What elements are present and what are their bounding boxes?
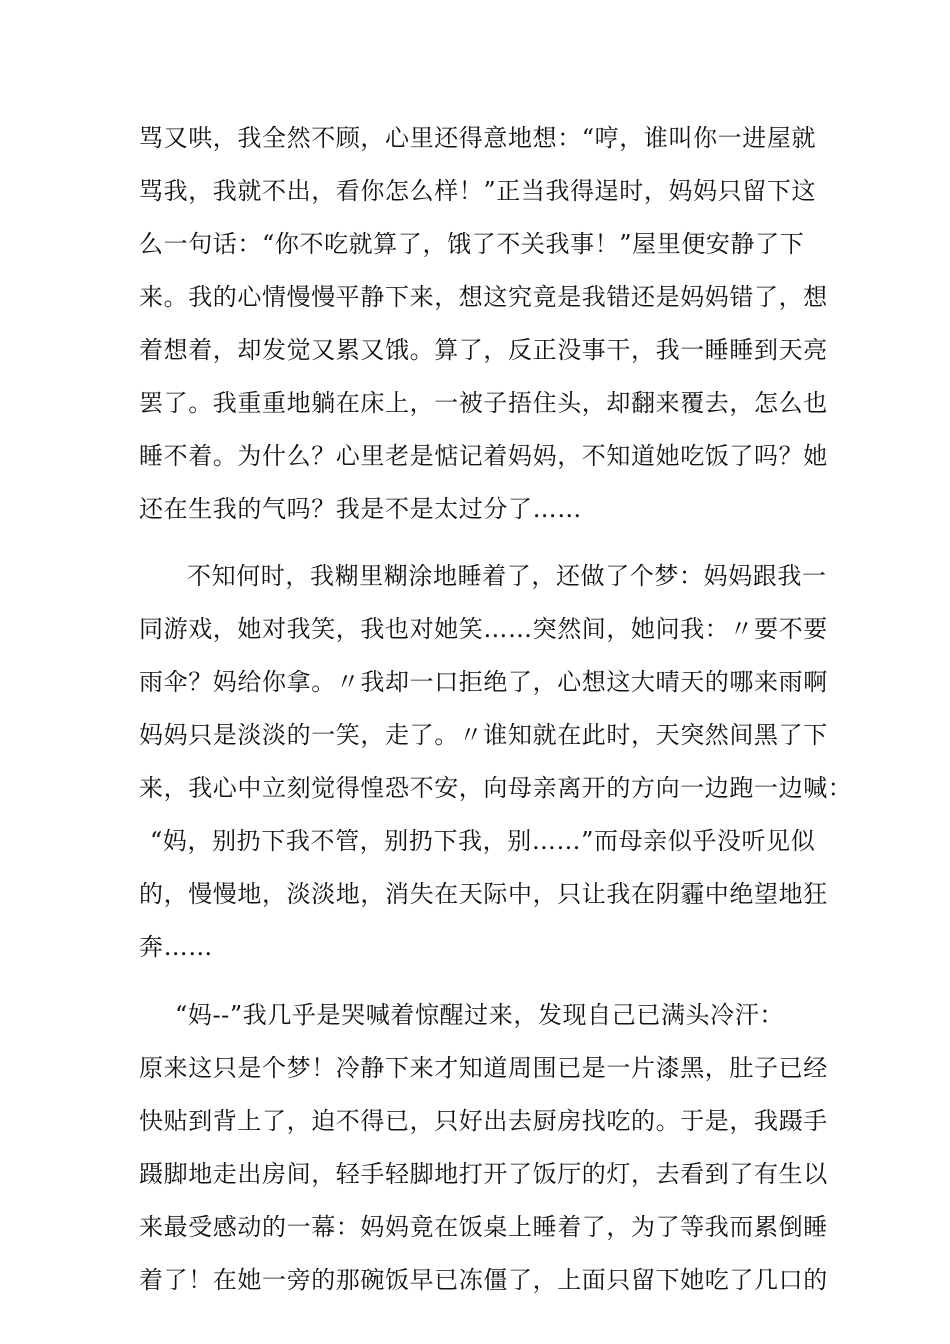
paragraph-2-line-4: 妈妈只是淡淡的一笑，走了。〃谁知就在此时，天突然间黑了下 — [139, 721, 828, 749]
paragraph-3-line-5: 来最受感动的一幕：妈妈竟在饭桌上睡着了，为了等我而累倒睡 — [139, 1213, 828, 1241]
paragraph-3-line-1: “妈--”我几乎是哭喊着惊醒过来，发现自己已满头冷汗： — [175, 1001, 784, 1029]
paragraph-3-line-4: 蹑脚地走出房间，轻手轻脚地打开了饭厅的灯，去看到了有生以 — [139, 1160, 828, 1188]
paragraph-1-line-1: 骂又哄，我全然不顾，心里还得意地想：“哼，谁叫你一进屋就 — [139, 124, 817, 152]
paragraph-2-line-6: “妈，别扔下我不管，别扔下我，别……”而母亲似乎没听见似 — [150, 827, 816, 855]
paragraph-1-line-6: 罢了。我重重地躺在床上，一被子捂住头，却翻来覆去，怎么也 — [139, 389, 828, 417]
paragraph-3-line-6: 着了！在她一旁的那碗饭早已冻僵了，上面只留下她吃了几口的 — [139, 1266, 828, 1294]
paragraph-1-line-5: 着想着，却发觉又累又饿。算了，反正没事干，我一睡睡到天亮 — [139, 336, 828, 364]
paragraph-2-line-8: 奔…… — [139, 933, 213, 961]
paragraph-1-line-7: 睡不着。为什么？心里老是惦记着妈妈，不知道她吃饭了吗？她 — [139, 442, 828, 470]
paragraph-2-line-2: 同游戏，她对我笑，我也对她笑……突然间，她问我：〃要不要 — [139, 615, 828, 643]
paragraph-1-line-4: 来。我的心情慢慢平静下来，想这究竟是我错还是妈妈错了，想 — [139, 283, 828, 311]
paragraph-2-line-3: 雨伞？妈给你拿。〃我却一口拒绝了，心想这大晴天的哪来雨啊 — [139, 668, 828, 696]
paragraph-3-line-2: 原来这只是个梦！冷静下来才知道周围已是一片漆黑，肚子已经 — [139, 1054, 828, 1082]
paragraph-1-line-8: 还在生我的气吗？我是不是太过分了…… — [139, 495, 582, 523]
paragraph-1-line-3: 么一句话：“你不吃就算了，饿了不关我事！”屋里便安静了下 — [139, 230, 805, 258]
paragraph-2-line-5: 来，我心中立刻觉得惶恐不安，向母亲离开的方向一边跑一边喊： — [139, 774, 853, 802]
paragraph-1-line-2: 骂我，我就不出，看你怎么样！”正当我得逞时，妈妈只留下这 — [139, 177, 817, 205]
paragraph-2-line-7: 的，慢慢地，淡淡地，消失在天际中，只让我在阴霾中绝望地狂 — [139, 880, 828, 908]
paragraph-3-line-3: 快贴到背上了，迫不得已，只好出去厨房找吃的。于是，我蹑手 — [139, 1107, 828, 1135]
paragraph-2-line-1: 不知何时，我糊里糊涂地睡着了，还做了个梦：妈妈跟我一 — [187, 562, 827, 590]
